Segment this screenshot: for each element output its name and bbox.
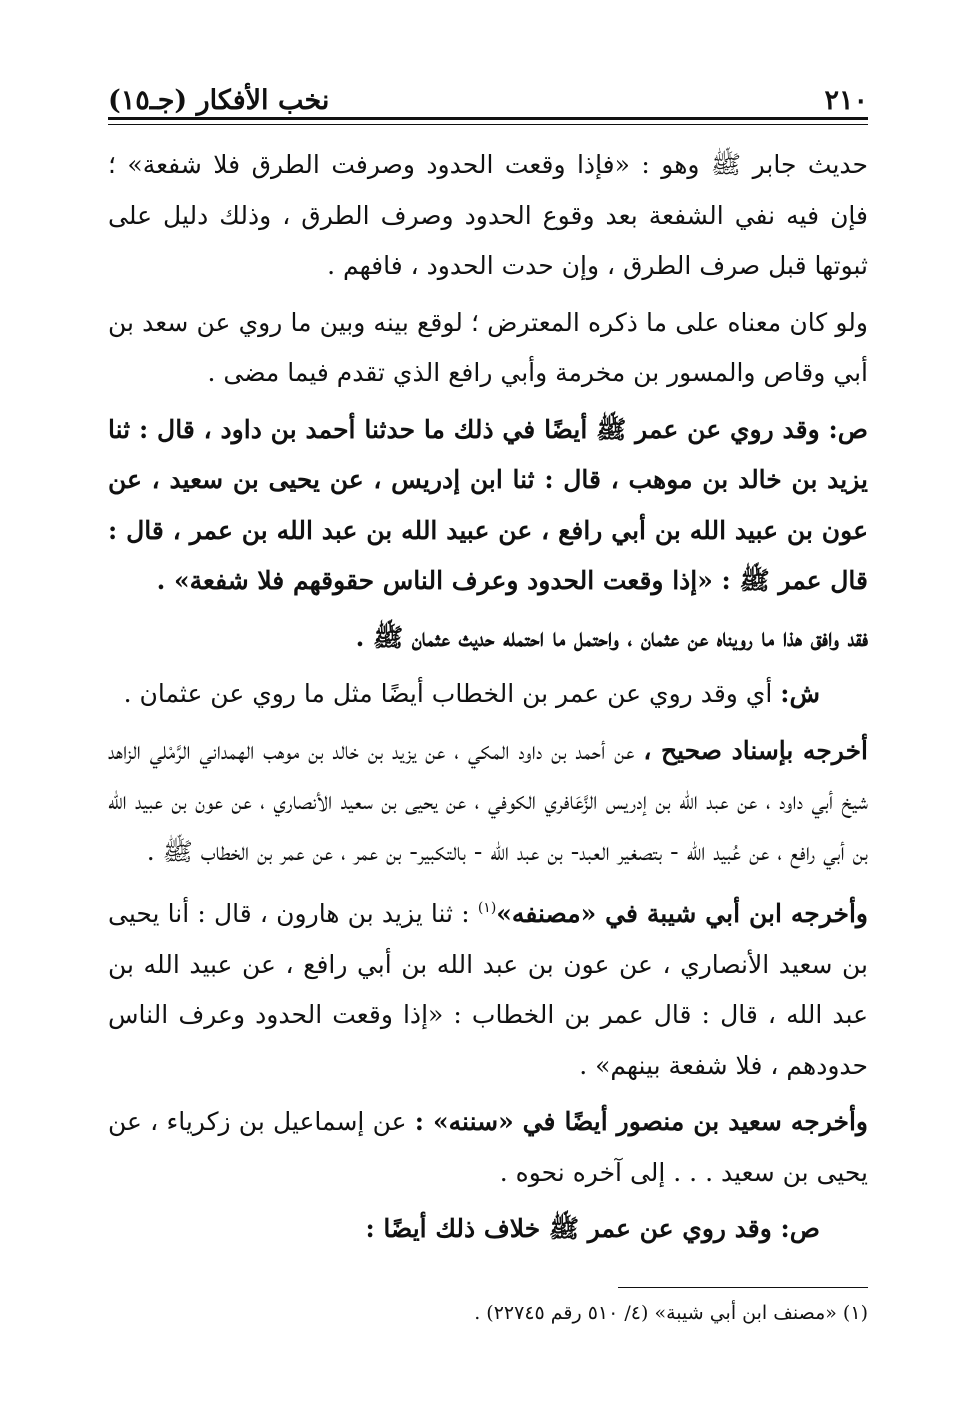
paragraph-2: ولو كان معناه على ما ذكره المعترض ؛ لوقع بينه وبين ما روي عن سعد بن أبي وقاص والمسور بن مخرمة وأبي رافع الذي تقدم فيما مضى . bbox=[108, 307, 868, 387]
sharh-marker: ش: bbox=[780, 679, 820, 708]
footnote-ref[interactable]: (١) bbox=[477, 900, 497, 916]
paragraph-1: حديث جابر ﷺ وهو : «فإذا وقعت الحدود وصرفت الطرق فلا شفعة» ؛ فإن فيه نفي الشفعة بعد وقوع الحدود وصرف الطرق ، وذلك دليل على ثبوتها قبل صرف الطرق ، وإن حدت الحدود ، فافهم . bbox=[108, 150, 868, 280]
paragraph-7-lead: وأخرجه ابن أبي شيبة في «مصنفه» bbox=[496, 899, 868, 928]
paragraph-6-text: عن أحمد بن داود المكي ، عن يزيد بن خالد بن موهب الهمداني الرَّمْلي الزاهد شيخ أبي داود ، عن عبد الله بن إدريس الزَّعَافري الكوفي ، عن يحيى بن سعيد الأنصاري ، عن عون بن عبيد الله بن أبي رافع ، عن عُبيد الله - بتصغير العبد- بن عبد الله - بالتكبير- بن عمر ، عن عمر بن الخطاب ﷺ . bbox=[108, 735, 868, 866]
header-rule-thin bbox=[108, 124, 868, 125]
paragraph-6-lead: أخرجه بإسناد صحيح ، bbox=[643, 735, 868, 765]
paragraph-8 bbox=[108, 1097, 868, 1198]
paragraph-5-sharh bbox=[108, 669, 868, 720]
paragraph-3-matn: ص: وقد روي عن عمر ﷺ أيضًا في ذلك ما حدثنا أحمد بن داود ، قال : ثنا يزيد بن خالد بن موهب ، قال : ثنا ابن إدريس ، عن يحيى بن سعيد ، عن عون بن عبيد الله بن أبي رافع ، عن عبيد الله بن عبد الله بن عمر ، قال : قال عمر ﷺ : «إذا وقعت الحدود وعرف الناس حقوقهم فلا شفعة» . bbox=[108, 414, 868, 595]
paragraph-8-lead: وأخرجه سعيد بن منصور أيضًا في «سننه» : bbox=[414, 1107, 868, 1136]
header-rule-thick bbox=[108, 117, 868, 120]
paragraph-9-matn: ص: وقد روي عن عمر ﷺ خلاف ذلك أيضًا : bbox=[365, 1214, 820, 1243]
paragraph-4-matn: فقد وافق هذا ما رويناه عن عثمان ، واحتمل ما احتمله حديث عثمان ﷺ . bbox=[355, 622, 868, 652]
paragraph-7 bbox=[108, 883, 868, 1091]
footnote: (١) «مصنف ابن أبي شيبة» (٤/ ٥١٠ رقم ٢٢٧٤٥) . bbox=[474, 1302, 868, 1324]
page-number: ٢١٠ bbox=[824, 85, 868, 116]
footnote-rule bbox=[618, 1287, 868, 1288]
paragraph-8-text: عن إسماعيل بن زكرياء ، عن يحيى بن سعيد . . . إلى آخره نحوه . bbox=[108, 1107, 868, 1187]
page-header bbox=[108, 72, 868, 116]
running-title: نخب الأفكار (جـ١٥) bbox=[108, 85, 330, 116]
sharh-text: أي وقد روي عن عمر بن الخطاب أيضًا مثل ما روي عن عثمان . bbox=[123, 679, 773, 708]
paragraph-7-text: : ثنا يزيد بن هارون ، قال : أنا يحيى بن سعيد الأنصاري ، عن عون بن عبد الله بن أبي رافع ، عن عبيد الله بن عبد الله ، قال : قال عمر بن الخطاب : «إذا وقعت الحدود وعرف الناس حدودهم ، فلا شفعة بينهم» . bbox=[108, 899, 868, 1080]
paragraph-6 bbox=[108, 726, 868, 878]
main-text bbox=[108, 140, 868, 1255]
